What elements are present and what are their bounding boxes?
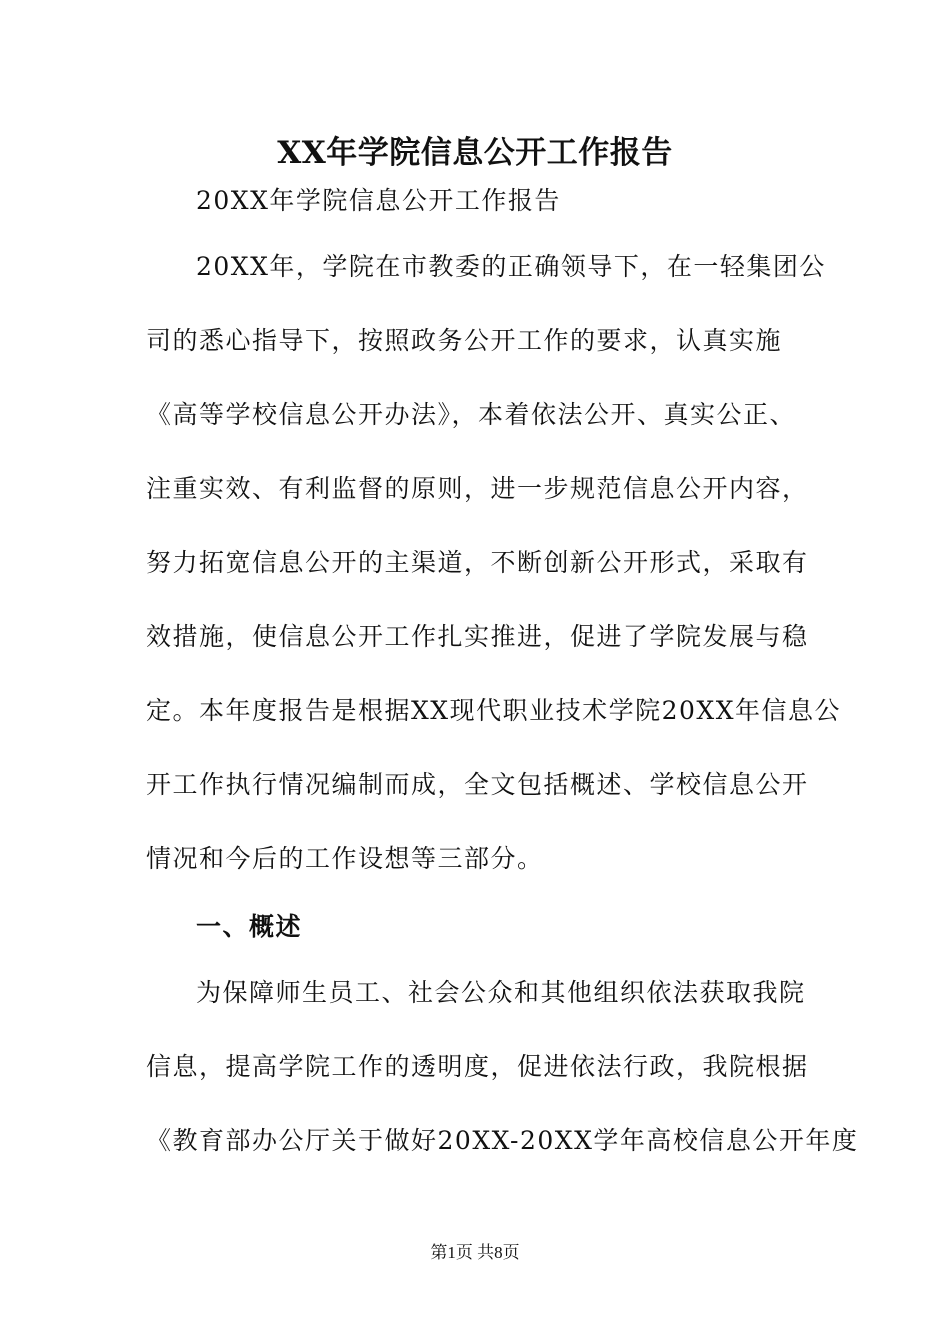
document-subtitle: 20XX年学院信息公开工作报告: [196, 186, 561, 215]
paragraph-line: 《高等学校信息公开办法》，本着依法公开、真实公正、: [146, 400, 797, 429]
paragraph-line: 为保障师生员工、社会公众和其他组织依法获取我院: [196, 978, 806, 1007]
paragraph-line: 开工作执行情况编制而成，全文包括概述、学校信息公开: [146, 770, 809, 799]
paragraph-1: [146, 230, 842, 896]
paragraph-line: 定。本年度报告是根据XX现代职业技术学院20XX年信息公: [146, 696, 842, 725]
paragraph-line: 努力拓宽信息公开的主渠道，不断创新公开形式，采取有: [146, 548, 809, 577]
document-title: XX年学院信息公开工作报告: [277, 135, 673, 171]
paragraph-line: 效措施，使信息公开工作扎实推进，促进了学院发展与稳: [146, 622, 809, 651]
section-heading: 一、概述: [196, 912, 303, 941]
page-footer: 第1页 共8页: [430, 1243, 520, 1262]
paragraph-line: 情况和今后的工作设想等三部分。: [146, 844, 544, 873]
paragraph-line: 20XX年，学院在市教委的正确领导下，在一轻集团公: [196, 252, 826, 281]
paragraph-line: 信息，提高学院工作的透明度，促进依法行政，我院根据: [146, 1052, 809, 1081]
paragraph-line: 《教育部办公厅关于做好20XX-20XX学年高校信息公开年度: [146, 1126, 859, 1155]
paragraph-line: 注重实效、有利监督的原则，进一步规范信息公开内容，: [146, 474, 809, 503]
paragraph-2: [146, 956, 859, 1178]
paragraph-line: 司的悉心指导下，按照政务公开工作的要求，认真实施: [146, 326, 783, 355]
